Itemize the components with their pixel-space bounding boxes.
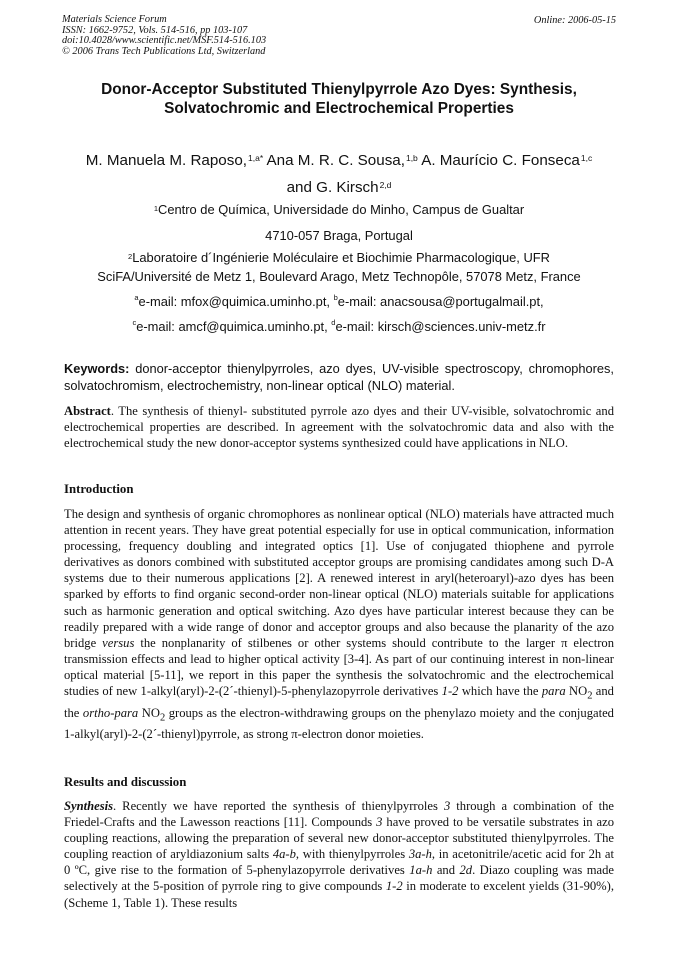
author-name: Ana M. R. C. Sousa, bbox=[266, 152, 405, 169]
keywords-text: donor-acceptor thienylpyrroles, azo dyes, UV-visible spectroscopy, chromophores, solvatochromism, electrochemistry, non-linear optical (NLO) material. bbox=[64, 361, 614, 393]
email-line-1 bbox=[30, 294, 648, 309]
affiliation-1 bbox=[30, 201, 648, 244]
title-line-1: Donor-Acceptor Substituted Thienylpyrrole Azo Dyes: Synthesis, bbox=[101, 81, 577, 98]
paper-title bbox=[40, 81, 638, 118]
author-affiliation-mark: 1,b bbox=[405, 153, 418, 163]
affiliation-text: SciFA/Université de Metz 1, Boulevard Arago, Metz Technopôle, 57078 Metz, France bbox=[97, 269, 581, 284]
online-date: Online: 2006-05-15 bbox=[533, 15, 616, 26]
affiliation-mark: 2 bbox=[128, 252, 133, 261]
author-affiliation-mark: 1,c bbox=[580, 153, 593, 163]
email-line-2 bbox=[30, 319, 648, 334]
abstract-label: Abstract bbox=[64, 404, 111, 418]
copyright-line: © 2006 Trans Tech Publications Ltd, Switzerland bbox=[62, 45, 266, 57]
abstract-block bbox=[64, 403, 614, 451]
author-affiliation-mark: 1,a* bbox=[248, 153, 264, 163]
author-name: and G. Kirsch bbox=[286, 179, 379, 196]
section-heading-introduction: Introduction bbox=[64, 482, 134, 496]
keywords-block bbox=[64, 360, 614, 394]
email-mark: a bbox=[134, 293, 139, 302]
affiliation-2 bbox=[30, 249, 648, 285]
author-line-2 bbox=[30, 175, 648, 202]
issn-line: ISSN: 1662-9752, Vols. 514-516, pp 103-107 bbox=[62, 24, 248, 36]
section-heading-results: Results and discussion bbox=[64, 775, 187, 789]
email-address[interactable]: e-mail: amcf@quimica.uminho.pt, bbox=[136, 319, 328, 334]
journal-name: Materials Science Forum bbox=[62, 14, 167, 25]
abstract-text: . The synthesis of thienyl- substituted pyrrole azo dyes and their UV-visible, solvatochromic and electrochemical properties are described. In agreement with the solvatochromic data and also with the electrochemical study the new donor-acceptor systems synthesized could have applications in NLO. bbox=[64, 404, 614, 451]
affiliation-mark: 1 bbox=[153, 204, 159, 213]
author-name: M. Manuela M. Raposo, bbox=[85, 152, 248, 169]
doi-line: doi:10.4028/www.scientific.net/MSF.514-516.103 bbox=[62, 35, 267, 47]
email-mark: b bbox=[333, 293, 338, 302]
introduction-paragraph: The design and synthesis of organic chromophores as nonlinear optical (NLO) materials have attracted much attention in recent years. They have great potential especially for use in optical communication, information processing, frequency doubling and integrated optics [1]. Use of conjugated thiophene and pyrrole derivatives as donors combined with substituted acceptor groups are promising candidates among such D-A systems due to their numerous applications [2]. A renewed interest in aryl(heteroaryl)-azo dyes has been sparked by efforts to find organic second-order non-linear optical (NLO) materials suitable for applications such as harmonic generation and optical switching. Azo dyes have particular interest because they can be readily prepared with a wide range of donor and acceptor groups and also because the planarity of the azo bridge versus the nonplanarity of stilbenes or other systems should contribute to the larger π electron transmission effects and lead to higher optical activity [3-4]. As part of our continuing interest in non-linear optical material [5-11], we report in this paper the synthesis the solvatochromic and the electrochemical studies of new 1-alkyl(aryl)-2-(2´-thienyl)-5-phenylazopyrrole derivatives 1-2 which have the para $NO_2$ and the ortho-para $NO_2$ groups as the electron-withdrawing groups on the phenylazo moiety and the conjugated 1-alkyl(aryl)-2-(2´-thienyl)pyrrole, as strong π-electron donor moieties. bbox=[64, 507, 614, 742]
affiliation-text: Centro de Química, Universidade do Minho, Campus de Gualtar bbox=[158, 202, 525, 217]
email-address[interactable]: e-mail: mfox@quimica.uminho.pt, bbox=[138, 294, 331, 309]
results-paragraph: Synthesis. Recently we have reported the synthesis of thienylpyrroles 3 through a combination of the Friedel-Crafts and the Lawesson reactions [11]. Compounds 3 have proved to be versatile substrates in azo coupling reactions, allowing the preparation of several new donor-acceptor substituted thienylpyrroles. The coupling reaction of aryldiazonium salts 4a-b, with thienylpyrroles 3a-h, in acetonitrile/acetic acid for 2h at 0 ºC, give rise to the formation of 5-phenylazopyrrole derivatives 1a-h and 2d. Diazo coupling was made selectively at the 5-position of pyrrole ring to give compounds 1-2 in moderate to excelent yields (31-90%), (Scheme 1, Table 1). These results bbox=[64, 799, 615, 910]
author-list bbox=[30, 148, 648, 202]
keywords-label: Keywords: bbox=[64, 361, 130, 376]
author-name: A. Maurício C. Fonseca bbox=[421, 152, 580, 169]
email-mark: c bbox=[132, 318, 137, 327]
author-affiliation-mark: 2,d bbox=[379, 180, 392, 190]
email-address[interactable]: e-mail: kirsch@sciences.univ-metz.fr bbox=[335, 319, 546, 334]
affiliation-text: Laboratoire d´Ingénierie Moléculaire et Biochimie Pharmacologique, UFR bbox=[132, 250, 550, 265]
author-line-1 bbox=[30, 148, 648, 175]
affiliation-text: 4710-057 Braga, Portugal bbox=[265, 228, 413, 243]
email-mark: d bbox=[331, 318, 336, 327]
journal-header bbox=[62, 15, 266, 57]
title-line-2: Solvatochromic and Electrochemical Properties bbox=[164, 99, 514, 117]
email-address[interactable]: e-mail: anacsousa@portugalmail.pt, bbox=[337, 294, 544, 309]
